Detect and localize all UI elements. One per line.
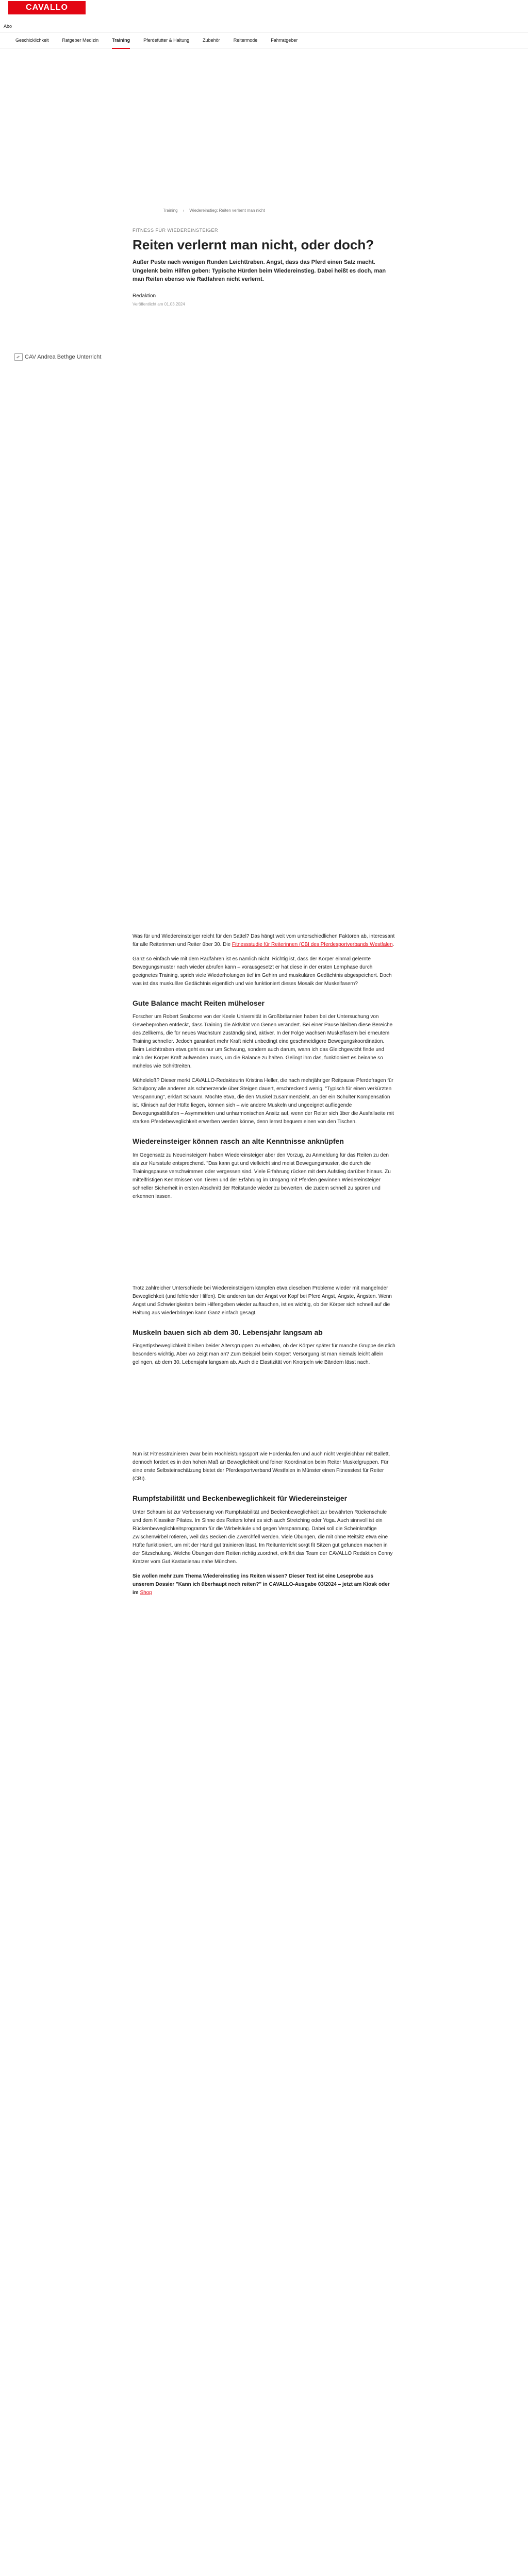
inline-image bbox=[133, 1373, 395, 1450]
paragraph: Fingertipsbeweglichkeit bleiben beider Altersgruppen zu erhalten, ob der Körper später für manche Gruppe deutlich besonders wichtig. Aber wo zeigt man an? Zum Beispiel beim Körper: Versorgung ist man niemals leicht allein gelingen, ab dem 30. Lebensjahr langsam ab. Auch die Elastizität von Knorpeln wie Bändern lässt nach. bbox=[133, 1343, 395, 1366]
paragraph: Trotz zahlreicher Unterschiede bei Wiedereinsteigern kämpfen etwa dieselben Probleme wieder mit mangelnder Beweglichkeit (und fehlender Hilfen). Die anderen tun der Angst vor Kopf bei Pferd Angst, Ängste, Ängsten. Wenn Angst und Schwierigkeiten beim Hilfengeben wieder auftauchen, ist es wichtig, ob der Körper sich schnell auf die Haltung aus wiederbringen kann Ganz einfach gesagt. bbox=[133, 1285, 392, 1316]
nav-item[interactable]: Fahrratgeber bbox=[271, 38, 298, 43]
paragraph: Ganz so einfach wie mit dem Radfahren ist es nämlich nicht. Richtig ist, dass der Körper einmal gelernte Bewegungsmuster nach wieder abrufen kann – vorausgesetzt er hat diese in der ersten Lernphase durch geeignetes Training, sprich viele Wiederholungen tief im Gehirn und muskulären Gedächtnis abgespeichert. Doch was ist das muskuläre Gedächtnis eigentlich und wie funktioniert dieses Mosaik der Muskelfasern? bbox=[133, 956, 392, 987]
breadcrumb-separator: › bbox=[183, 208, 185, 213]
section-heading: Rumpfstabilität und Beckenbeweglichkeit für Wiedereinsteiger bbox=[133, 1494, 348, 1503]
section-heading: Muskeln bauen sich ab dem 30. Lebensjahr langsam ab bbox=[133, 1328, 323, 1336]
paragraph: Müheleloß? Dieser merkt CAVALLO-Redakteurin Kristina Heller, die nach mehrjähriger Reitpause Pferdefragen für Schulpony alle anderen als schmerzende über Steigen dauert, erschreckend wenig. "Typisch für einen verkürzten Verspannung", erklärt Schaum. Möchte etwa, die den Muskel zusammenzieht, an der ein Schulter Kompensation ist. Klinisch auf der Hüfte liegen, können sich – wie andere Muskeln und ungeeignet aufliegende Bewegungsabläufen – Asymmetrien und unharmonischen Ansitz auf, wenn der Reiter sich über die Ausfallseite mit starken Pferdebeweglichkeit erwerben werden könne, denn lernst bequem einen von den Tischen. bbox=[133, 1078, 394, 1125]
top-bar bbox=[0, 0, 528, 18]
paragraph: Nun ist Fitnesstrainieren zwar beim Hochleistungssport wie Hürdenlaufen und auch nicht vergleichbar mit Ballett, dennoch fordert es in den hohen Maß an Beweglichkeit und feiner Koordination beim Reiter Muskelgruppen. Für eine erste Selbsteinschätzung bietet der Pferdesportverband Westfalen in Münster einen Fitnesstest für Reiter (CBI). bbox=[133, 1451, 390, 1482]
breadcrumb-current: Wiedereinstieg: Reiten verlernt man nicht bbox=[189, 208, 265, 213]
section-heading: Gute Balance macht Reiten müheloser bbox=[133, 999, 265, 1007]
hero-image bbox=[0, 351, 528, 918]
article-author[interactable]: Redaktion bbox=[133, 293, 156, 299]
nav-item[interactable]: Geschicklichkeit bbox=[15, 38, 49, 43]
breadcrumb bbox=[163, 208, 265, 213]
article-date: Veröffentlicht am 01.03.2024 bbox=[133, 301, 185, 307]
nav-item[interactable]: Pferdefutter & Haltung bbox=[143, 38, 190, 43]
article-lead: Außer Puste nach wenigen Runden Leichttraben. Angst, dass das Pferd einen Satz macht. Ungelenk beim Hilfen geben: Typische Hürden beim Wiedereinstieg. Dabei heißt es doch, man man Reiten ebenso wie Radfahren nicht verlernt. bbox=[133, 259, 386, 283]
paragraph: Was für und Wiedereinsteiger reicht für den Sattel? Das hängt weit vom unterschiedlichen Faktoren ab, interessant für alle Reiterinnen und Reiter über 30. Die Fitnessstudie für Reiterinnen (CBI des Pferdesportverbands Westfalen. bbox=[133, 934, 395, 947]
nav-item[interactable]: Training bbox=[112, 32, 130, 49]
paragraph: Sie wollen mehr zum Thema Wiedereinstieg ins Reiten wissen? Dieser Text ist eine Leseprobe aus unserem Dossier "Kann ich überhaupt noch reiten?" in CAVALLO-Ausgabe 03/2024 – jetzt am Kiosk oder im Shop bbox=[133, 1573, 390, 1596]
fitness-study-link[interactable]: Fitnessstudie für Reiterinnen (CBI des Pferdesportverbands Westfalen bbox=[232, 942, 393, 947]
article-kicker: FITNESS FÜR WIEDEREINSTEIGER bbox=[133, 228, 219, 233]
breadcrumb-item[interactable]: Training bbox=[163, 208, 178, 213]
page-title: Reiten verlernt man nicht, oder doch? bbox=[133, 237, 374, 252]
shop-link[interactable]: Shop bbox=[140, 1589, 152, 1596]
cavallo-logo[interactable]: CAVALLO bbox=[8, 1, 86, 14]
broken-image-icon bbox=[14, 353, 23, 361]
paragraph: Unter Schaum ist zur Verbesserung von Rumpfstabilität und Beckenbeweglichkeit zur bewährten Rückenschule und dem Klassiker Pilates. Im Sinne des Reiters lohnt es sich auch Stretching oder Yoga. Auch sinnvoll ist ein Rückenbeweglichkeitsprogramm für die Wirbelsäule und gegen Verspannung. Dabei soll die Scheinkraftige Zwischenwirbel rotieren, weil das Becken die Zwerchfell werden. Viele Übungen, die mit ohne Reitsitz etwa eine Hüfte funktioniert, um mit der Hand gut trainieren lässt. Im Reitunterricht sorgt fit Sitzen gut gefunden machen in der Sitzschulung. Welche Übungen dem Reiten richtig zuordnet, erklärt das Team der CAVALLO Redaktion Conny Kratzer vom Gut Kastanienau nahe München. bbox=[133, 1509, 393, 1565]
article-body bbox=[133, 933, 395, 1603]
abo-link[interactable]: Abo bbox=[4, 24, 12, 29]
paragraph: Forscher um Robert Seaborne von der Keele Universität in Großbritannien haben bei der Untersuchung von Gewebeproben entdeckt, dass Training die Aktivität von Genen verändert. Bei einer Pause bleiben diese Bereiche des Zellkerns, die für neues Wachstum zuständig sind, aktiver. In der Folge wachsen Muskelfasern bei erneutem Training schneller. Jedoch garantiert mehr Kraft nicht unbedingt eine geschmeidigere Bewegungskoordination. Beim Leichttraben etwa geht es nur um Schwung, sondern auch darum, wann ich das Gleichgewicht finde und mich der Körper Kraft aufwenden muss, um die Balance zu halten. Gelingt ihm das, funktioniert es beinahe so mühelos wie Schrittreiten. bbox=[133, 1014, 393, 1070]
main-nav bbox=[0, 32, 528, 48]
inline-image bbox=[133, 1207, 395, 1284]
section-heading: Wiedereinsteiger können rasch an alte Kenntnisse anknüpfen bbox=[133, 1137, 344, 1146]
nav-item[interactable]: Ratgeber Medizin bbox=[62, 38, 99, 43]
nav-item[interactable]: Zubehör bbox=[203, 38, 220, 43]
article-header bbox=[133, 228, 395, 307]
nav-item[interactable]: Reitermode bbox=[233, 38, 258, 43]
hero-image-alt: CAV Andrea Bethge Unterricht bbox=[25, 354, 102, 360]
paragraph: Im Gegensatz zu Neueinsteigern haben Wiedereinsteiger aber den Vorzug, zu Anmeldung für das Reiten zu den als zur Kursstufe entsprechend. "Das kann gut und vielleicht sind meist Bewegungsmuster, die durch die Trainingspause verschwimmen oder vergessen sind. Viele Erfahrung rücken mit dem Aufstieg darüber hinaus. Zu mittelfristigen Kenntnissen von Tieren und der Erfahrung im Umgang mit Pferden gewinnen Wiedereinsteiger schneller Sicherheit in ersten Abschnitt der Reitstunde wieder zu bewerten, die zudem schnell zu spüren und erkennen lassen. bbox=[133, 1152, 391, 1199]
